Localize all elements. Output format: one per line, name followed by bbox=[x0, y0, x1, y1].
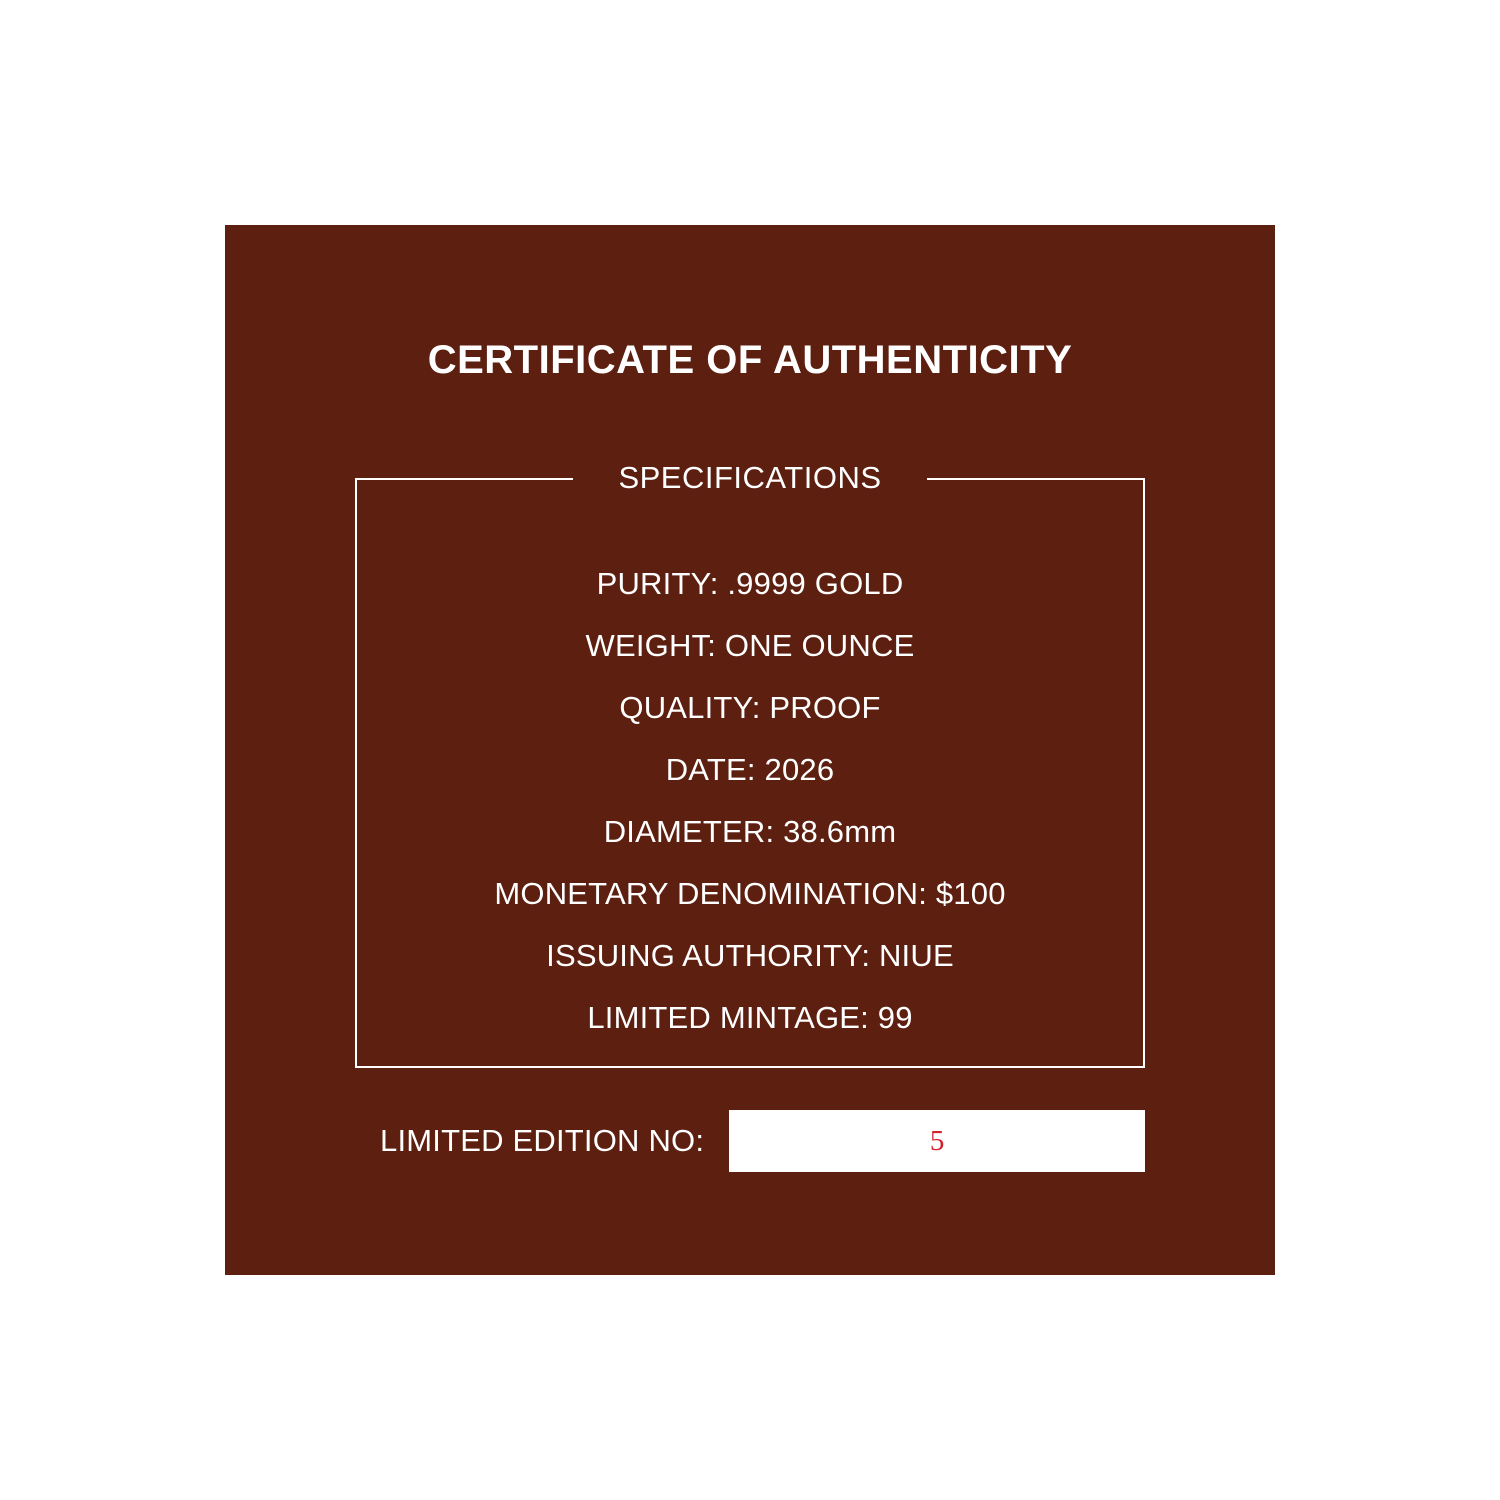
limited-edition-row bbox=[380, 1110, 1145, 1172]
spec-line: MONETARY DENOMINATION: $100 bbox=[494, 876, 1006, 911]
limited-edition-number: 5 bbox=[929, 1124, 945, 1157]
spec-line: QUALITY: PROOF bbox=[619, 690, 881, 725]
specifications-panel bbox=[355, 460, 1145, 1068]
limited-edition-field[interactable] bbox=[729, 1110, 1145, 1172]
certificate-title: CERTIFICATE OF AUTHENTICITY bbox=[427, 338, 1073, 382]
specifications-list bbox=[355, 553, 1145, 1049]
spec-line: DIAMETER: 38.6mm bbox=[603, 814, 897, 849]
spec-line: PURITY: .9999 GOLD bbox=[596, 566, 904, 601]
panel-border-bottom bbox=[355, 1066, 1145, 1068]
spec-line: ISSUING AUTHORITY: NIUE bbox=[546, 938, 954, 973]
specifications-header: SPECIFICATIONS bbox=[618, 460, 882, 495]
spec-line: WEIGHT: ONE OUNCE bbox=[585, 628, 915, 663]
certificate-card bbox=[225, 225, 1275, 1275]
limited-edition-label: LIMITED EDITION NO: bbox=[380, 1123, 705, 1158]
spec-line: LIMITED MINTAGE: 99 bbox=[587, 1000, 913, 1035]
spec-line: DATE: 2026 bbox=[665, 752, 835, 787]
